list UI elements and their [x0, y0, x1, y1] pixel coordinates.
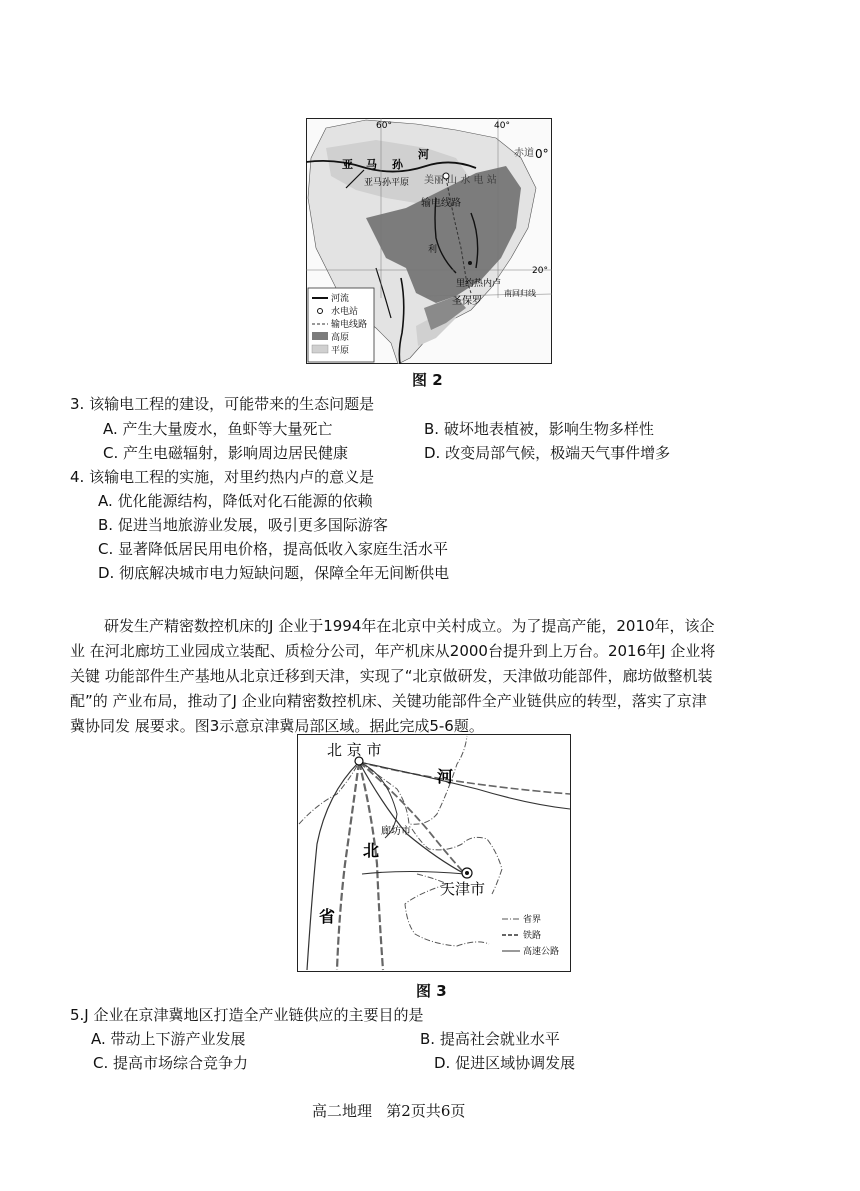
- sheng-label: 省: [319, 907, 336, 926]
- he-label: 河: [437, 767, 454, 786]
- jjj-map-svg: [297, 734, 571, 972]
- equator-label: 赤道: [514, 148, 534, 159]
- bei-label: 北: [363, 841, 380, 860]
- passage-line-1: 研发生产精密数控机床的J 企业于1994年在北京中关村成立。为了提高产能，2010年，该企: [104, 617, 715, 635]
- legend-plain-swatch: [312, 345, 328, 353]
- figure-2-caption: 图 2: [412, 371, 443, 389]
- tropic-label: 南回归线: [504, 289, 536, 298]
- li-label: 利: [428, 245, 438, 255]
- q4-option-b: B. 促进当地旅游业发展，吸引更多国际游客: [98, 516, 388, 534]
- legend-plain: 平原: [331, 346, 350, 356]
- page-footer: 高二地理 第2页共6页: [312, 1102, 466, 1120]
- river-ma-label: 马: [366, 158, 377, 171]
- passage-line-5: 冀协同发 展要求。图3示意京津冀局部区域。据此完成5-6题。: [70, 717, 484, 735]
- lon40-label: 40°: [494, 121, 510, 131]
- q4-option-d: D. 彻底解决城市电力短缺问题，保障全年无间断供电: [98, 564, 450, 582]
- q5-option-c: C. 提高市场综合竞争力: [93, 1054, 249, 1072]
- legend-border: 省界: [523, 915, 542, 925]
- tianjin-label: 天津市: [440, 880, 486, 898]
- plain-label: 亚马孙平原: [364, 178, 410, 188]
- rio-marker: [468, 261, 472, 265]
- lon60-label: 60°: [376, 121, 392, 131]
- saopaulo-label: 圣保罗: [452, 296, 482, 307]
- passage-line-4: 配”的 产业布局，推动了J 企业向精密数控机床、关键功能部件全产业链供应的转型，落实了京津: [70, 692, 707, 710]
- hydro-label: 美丽 山 水 电 站: [424, 175, 497, 186]
- lat20-label: 20°: [532, 266, 548, 276]
- q4-option-a: A. 优化能源结构，降低对化石能源的依赖: [98, 492, 373, 510]
- q5-option-b: B. 提高社会就业水平: [420, 1030, 560, 1048]
- legend-line: 输电线路: [331, 320, 368, 330]
- river-he-label: 河: [418, 148, 429, 161]
- q5-stem: 5.J 企业在京津冀地区打造全产业链供应的主要目的是: [70, 1006, 424, 1024]
- legend-railway: 铁路: [523, 931, 542, 941]
- line-label: 输电线路: [421, 198, 461, 209]
- figure-3-caption: 图 3: [416, 982, 447, 1000]
- legend-plateau: 高原: [331, 333, 350, 343]
- passage-line-2: 业 在河北廊坊工业园成立装配、质检分公司，年产机床从2000台提升到上万台。2016年J 企业将: [70, 642, 716, 660]
- q3-option-a: A. 产生大量废水，鱼虾等大量死亡: [103, 420, 333, 438]
- q3-stem: 3. 该输电工程的建设，可能带来的生态问题是: [70, 395, 375, 413]
- river-xun-label: 孙: [392, 158, 403, 171]
- equator-zero-label: 0°: [535, 147, 549, 161]
- q4-option-c: C. 显著降低居民用电价格，提高低收入家庭生活水平: [98, 540, 449, 558]
- q5-option-d: D. 促进区域协调发展: [434, 1054, 576, 1072]
- legend-highway: 高速公路: [523, 947, 560, 957]
- passage: [70, 614, 810, 739]
- brazil-map-svg: [306, 118, 552, 364]
- q3-option-c: C. 产生电磁辐射，影响周边居民健康: [103, 444, 349, 462]
- legend-hydro-swatch: [318, 309, 323, 314]
- beijing-label: 北 京 市: [327, 741, 382, 759]
- figure-2-map: [306, 118, 552, 364]
- figure2-legend: [308, 288, 374, 362]
- q3-option-d: D. 改变局部气候，极端天气事件增多: [424, 444, 671, 462]
- q3-option-b: B. 破坏地表植被，影响生物多样性: [424, 420, 654, 438]
- legend-hydro: 水电站: [331, 307, 359, 317]
- river-ya-label: 亚: [342, 158, 353, 171]
- legend-plateau-swatch: [312, 332, 328, 340]
- q4-stem: 4. 该输电工程的实施，对里约热内卢的意义是: [70, 468, 375, 486]
- passage-line-3: 关键 功能部件生产基地从北京迁移到天津，实现了“北京做研发，天津做功能部件，廊坊做整机装: [70, 667, 713, 685]
- legend-river: 河流: [331, 294, 350, 304]
- langfang-label: 廊坊市: [381, 826, 411, 837]
- rio-label: 里约热内卢: [456, 279, 502, 289]
- figure-3-map: [297, 734, 571, 972]
- q5-option-a: A. 带动上下游产业发展: [91, 1030, 246, 1048]
